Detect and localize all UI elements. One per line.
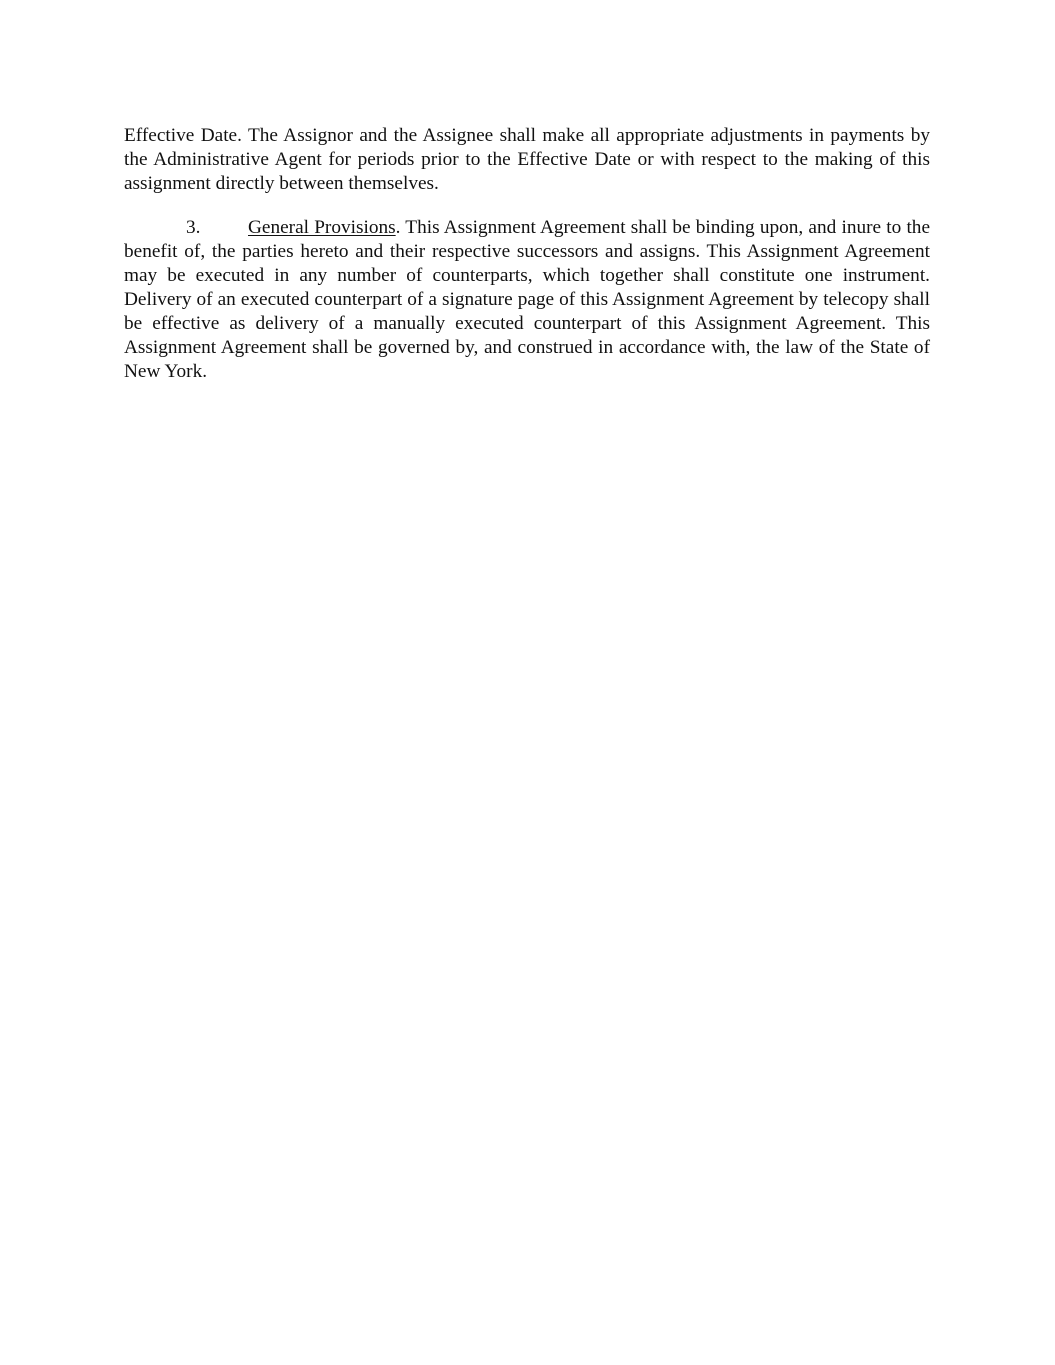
section-body: . This Assignment Agreement shall be binding upon, and inure to the benefit of, the parties hereto and their respective successors and assigns. This Assignment Agreement may be executed in any number of counterparts, which together shall constitute one instrument. Delivery of an executed counterpart of a signature page of this Assignment Agreement by telecopy shall be effective as delivery of a manually executed counterpart of this Assignment Agreement. This Assignment Agreement shall be governed by, and construed in accordance with, the law of the State of New York. — [124, 217, 930, 382]
continuation-paragraph: Effective Date. The Assignor and the Assignee shall make all appropriate adjustments in payments by the Administrative Agent for periods prior to the Effective Date or with respect to the making of this assignment directly between themselves. — [124, 125, 930, 194]
document-body — [124, 124, 930, 384]
section-number: 3. — [186, 217, 201, 238]
section-3-paragraph — [124, 216, 930, 384]
section-heading: General Provisions — [248, 217, 396, 238]
